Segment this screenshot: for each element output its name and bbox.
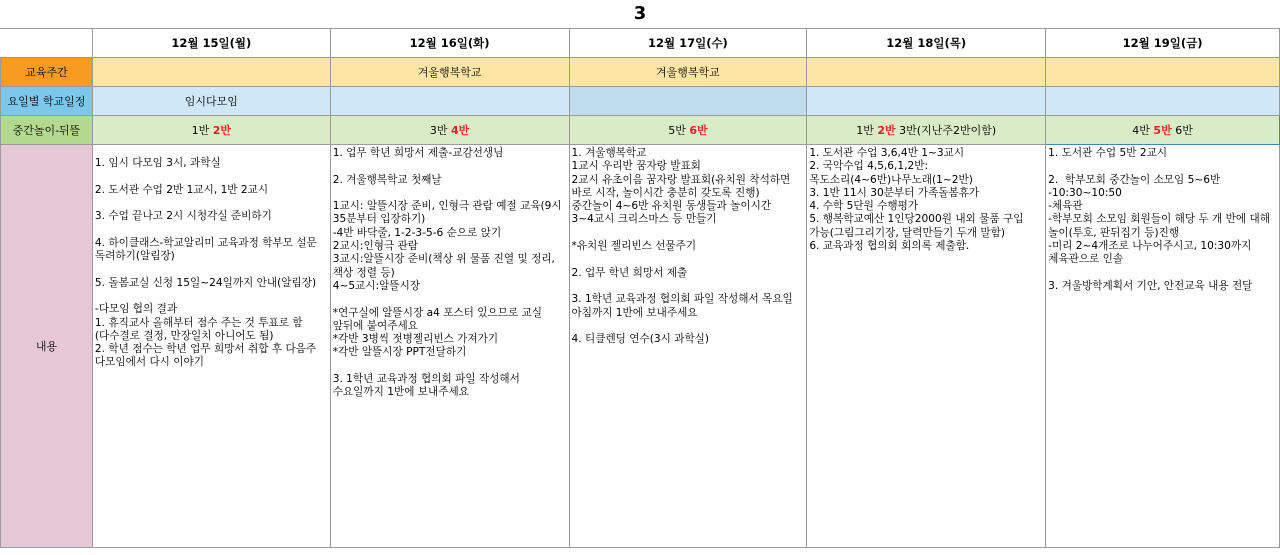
sheet-title: 3 (633, 3, 647, 24)
content-cell-thu[interactable] (807, 145, 1046, 548)
class-label: 1반 (856, 124, 878, 137)
content-cell-tue[interactable] (330, 145, 569, 548)
education-week-cell-mon[interactable] (92, 58, 330, 87)
daily-schedule-cell-fri[interactable] (1046, 87, 1280, 116)
highlighted-class-label: 5반 (1153, 124, 1172, 137)
class-label: 5반 (668, 124, 690, 137)
content-text-fri: 1. 도서관 수업 5반 2교시 2. 학부모회 중간놀이 소모임 5~6반 -10:30~10:50 -체육관 -학부모회 소모임 회원들이 해당 두 개 반에 대해 놀이(투호, 판뒤집기 등)진행 -미리 2~4개조로 나누어주시고, 10:30까지 체육관으로 인솔 3. 겨울방학계획서 기안, 안전교육 내용 전달 (1048, 147, 1270, 292)
daily-schedule-cell-thu[interactable] (807, 87, 1046, 116)
row-label-education-week[interactable]: 교육주간 (1, 58, 93, 87)
recess-play-row (1, 116, 1280, 145)
daily-schedule-cell-mon[interactable]: 임시다모임 (92, 87, 330, 116)
recess-play-cell-wed[interactable] (569, 116, 807, 145)
recess-play-cell-fri[interactable] (1046, 116, 1280, 145)
content-text-mon: 1. 임시 다모임 3시, 과학실 2. 도서관 수업 2반 1교시, 1반 2교시 3. 수업 끝나고 2시 시청각실 준비하기 4. 하이클래스-학교알리미 교육과정 학부모 설문 독려하기(알림장) 5. 돌봄교실 신청 15일~24일까지 안내(알림장) -다모임 협의 결과 1. 휴직교사 올해부터 점수 주는 것 투표로 함(다수결로 결정, 만장일치 아니어도 됨) 2. 학년 점수는 학년 업무 희망서 취합 후 다음주 다모임에서 다시 이야기 (94, 157, 317, 369)
education-week-cell-thu[interactable] (807, 58, 1046, 87)
corner-cell[interactable] (1, 29, 93, 58)
highlighted-class-label: 2반 (877, 124, 896, 137)
daily-schedule-cell-wed[interactable] (569, 87, 807, 116)
education-week-cell-fri[interactable] (1046, 58, 1280, 87)
column-header-tue[interactable]: 12월 16일(화) (330, 29, 569, 58)
header-row (1, 29, 1280, 58)
education-week-cell-wed[interactable]: 겨울행복학교 (569, 58, 807, 87)
daily-schedule-cell-tue[interactable] (330, 87, 569, 116)
recess-play-cell-tue[interactable] (330, 116, 569, 145)
content-text-tue: 1. 업무 학년 희망서 제출-교감선생님 2. 겨울행복학교 첫째날 1교시: 알뜰시장 준비, 인형극 관람 예절 교육(9시 35분부터 입장하기) -4반 바닥줄, 1-2-3-5-6 순으로 앉기 2교시:인형극 관람 3교시:알뜰시장 준비(책상 위 물품 진열 및 정리, 책상 정렬 등) 4~5교시:알뜰시장 *연구실에 알뜰시장 a4 포스터 있으므로 교실 앞뒤에 붙여주세요 *각반 3병씩 젓병젤리빈스 가져가기 *각반 알뜰시장 PPT전달하기 3. 1학년 교육과정 협의회 파일 작성해서 수요일까지 1반에 보내주세요 (332, 147, 562, 399)
content-cell-wed[interactable] (569, 145, 807, 548)
content-cell-mon[interactable] (92, 145, 330, 548)
column-header-mon[interactable]: 12월 15일(월) (92, 29, 330, 58)
content-text-thu: 1. 도서관 수업 3,6,4반 1~3교시 2. 국악수업 4,5,6,1,2반: 목도소리(4~6반)나무노래(1~2반) 3. 1반 11시 30분부터 가족돌봄휴가 4. 수학 5단원 수행평가 5. 행복학교예산 1인당2000원 내외 물품 구입 가능(그림그리기장, 달력만들기 두개 말함) 6. 교육과정 협의회 회의록 제출함. (809, 147, 1024, 253)
weekly-schedule-table (0, 28, 1280, 548)
daily-schedule-row (1, 87, 1280, 116)
content-text-wed: 1. 겨울행복학교 1교시 우리반 꿈자랑 발표회 2교시 유초이음 꿈자랑 발표회(유치원 착석하면 바로 시작, 놀이시간 충분히 갖도록 진행) 중간놀이 4~6반 유치원 동생들과 놀이시간 3~4교시 크리스마스 등 만들기 *유치원 젤리빈스 선물주기 2. 업무 학년 희망서 제출 3. 1학년 교육과정 협의회 파일 작성해서 목요일 아침까지 1반에 보내주세요 4. 티클렌딩 연수(3시 과학실) (571, 147, 793, 346)
row-label-recess-play[interactable]: 중간놀이-뒤뜰 (1, 116, 93, 145)
column-header-fri[interactable]: 12월 19일(금) (1046, 29, 1280, 58)
column-header-thu[interactable]: 12월 18일(목) (807, 29, 1046, 58)
highlighted-class-label: 4반 (451, 124, 470, 137)
class-label-suffix: 3반(지난주2반이함) (895, 124, 997, 137)
content-row (1, 145, 1280, 548)
row-label-daily-schedule[interactable]: 요일별 학교일정 (1, 87, 93, 116)
content-cell-fri[interactable] (1046, 145, 1280, 548)
highlighted-class-label: 2반 (212, 124, 231, 137)
education-week-row (1, 58, 1280, 87)
row-label-content[interactable]: 내용 (1, 145, 93, 548)
class-label-suffix: 6반 (1171, 124, 1193, 137)
highlighted-class-label: 6반 (689, 124, 708, 137)
class-label: 4반 (1132, 124, 1154, 137)
recess-play-cell-thu[interactable] (807, 116, 1046, 145)
recess-play-cell-mon[interactable] (92, 116, 330, 145)
class-label: 3반 (429, 124, 452, 137)
education-week-cell-tue[interactable]: 겨울행복학교 (330, 58, 569, 87)
class-label: 1반 (191, 124, 213, 137)
column-header-wed[interactable]: 12월 17일(수) (569, 29, 807, 58)
